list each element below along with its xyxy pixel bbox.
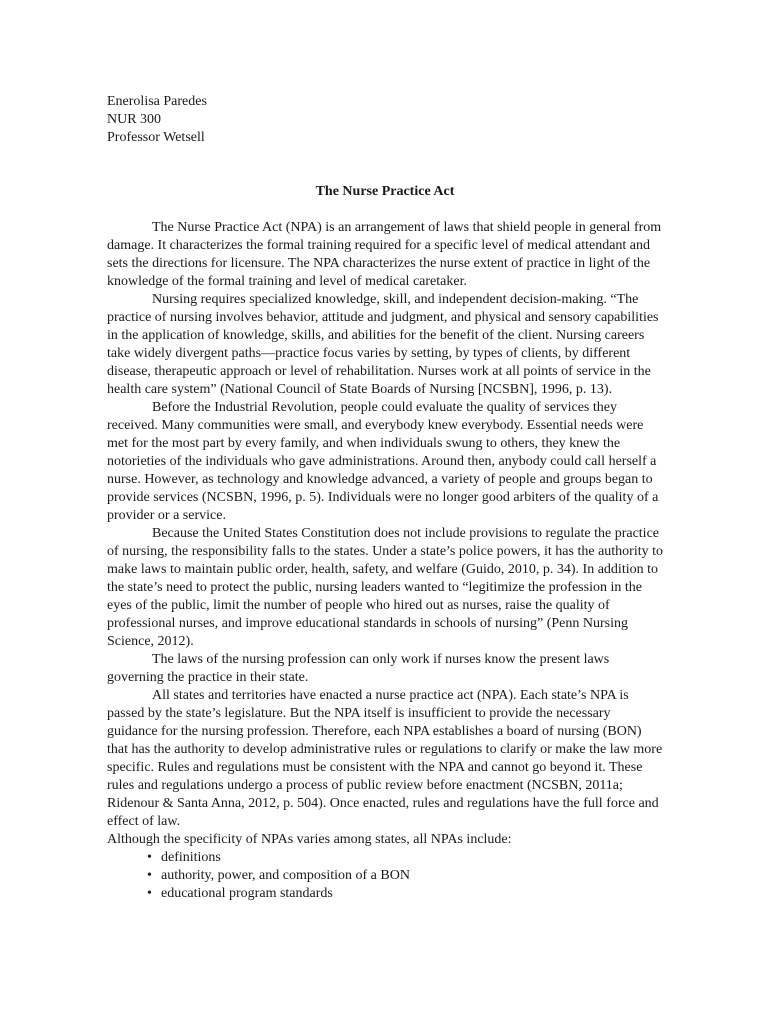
paragraph-4: Because the United States Constitution does not include provisions to regulate the practice of nursing, the responsibility falls to the states. Under a state’s police powers, it has the authority to make laws to maintain public order, health, safety, and welfare (Guido, 2010, p. 34). In addition to the state’s need to protect the public, nursing leaders wanted to “legitimize the profession in the eyes of the public, limit the number of people who hired out as nurses, raise the quality of professional nurses, and improve educational standards in schools of nursing” (Penn Nursing Science, 2012). — [107, 526, 664, 649]
bullet-icon: • — [147, 886, 152, 901]
list-item — [147, 867, 663, 885]
bullet-icon: • — [147, 868, 152, 883]
npa-includes-list — [107, 849, 663, 903]
paragraph-3: Before the Industrial Revolution, people could evaluate the quality of services they received. Many communities were small, and everybody knew everybody. Essential needs were met for the most part by every family, and when individuals swung to others, they knew the notorieties of the individuals who gave administrations. Around then, anybody could call herself a nurse. However, as technology and knowledge advanced, a variety of people and groups began to provide services (NCSBN, 1996, p. 5). Individuals were no longer good arbiters of the quality of a provider or a service. — [107, 400, 659, 523]
list-intro: Although the specificity of NPAs varies among states, all NPAs include: — [107, 832, 512, 847]
bullet-icon: • — [147, 850, 152, 865]
document-header — [107, 93, 663, 147]
list-item-text: educational program standards — [161, 886, 333, 901]
paragraph-2: Nursing requires specialized knowledge, skill, and independent decision-making. “The practice of nursing involves behavior, attitude and judgment, and physical and sensory capabilities in the application of knowledge, skills, and abilities for the benefit of the client. Nursing careers take widely divergent paths—practice focus varies by setting, by types of clients, by different disease, therapeutic approach or level of rehabilitation. Nurses work at all points of service in the health care system” (National Council of State Boards of Nursing [NCSBN], 1996, p. 13). — [107, 292, 659, 397]
author-name: Enerolisa Paredes — [107, 94, 207, 109]
paragraph-1: The Nurse Practice Act (NPA) is an arrangement of laws that shield people in general from damage. It characterizes the formal training required for a specific level of medical attendant and sets the directions for licensure. The NPA characterizes the nurse extent of practice in light of the knowledge of the formal training and level of medical caretaker. — [107, 220, 662, 289]
paragraph-6: All states and territories have enacted a nurse practice act (NPA). Each state’s NPA is passed by the state’s legislature. But the NPA itself is insufficient to provide the necessary guidance for the nursing profession. Therefore, each NPA establishes a board of nursing (BON) that has the authority to develop administrative rules or regulations to clarify or make the law more specific. Rules and regulations must be consistent with the NPA and cannot go beyond it. These rules and regulations undergo a process of public review before enactment (NCSBN, 2011a; Ridenour & Santa Anna, 2012, p. 504). Once enacted, rules and regulations have the full force and effect of law. — [107, 688, 663, 829]
document-page — [107, 93, 663, 903]
course-code: NUR 300 — [107, 112, 162, 127]
document-title: The Nurse Practice Act — [315, 184, 455, 199]
professor-name: Professor Wetsell — [107, 130, 205, 145]
list-item — [147, 885, 663, 903]
paragraph-5: The laws of the nursing profession can only work if nurses know the present laws governing the practice in their state. — [107, 652, 610, 685]
list-item-text: authority, power, and composition of a BON — [161, 868, 410, 883]
list-item — [147, 849, 663, 867]
document-body — [107, 219, 663, 903]
list-item-text: definitions — [161, 850, 221, 865]
